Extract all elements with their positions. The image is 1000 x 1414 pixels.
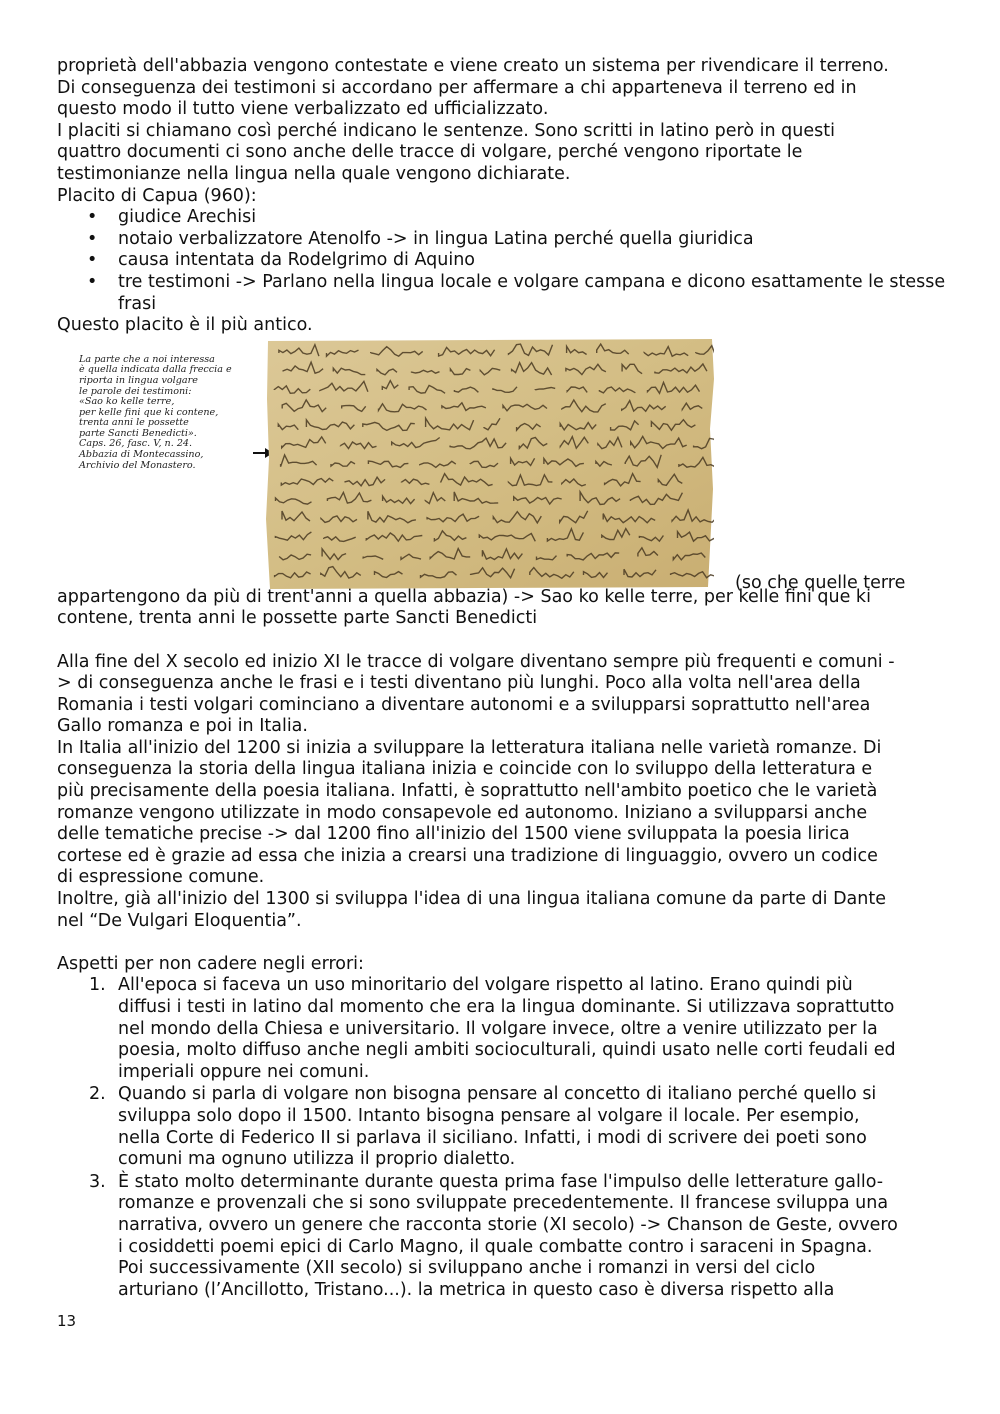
aspect-item [57,1084,947,1170]
caption-line: Abbazia di Montecassino, [79,449,204,461]
text-line: appartengono da più di trent'anni a quella abbazia) -> Sao ko kelle terre, per kelle fini que ki [57,586,871,607]
placito-bullet-list [57,207,947,315]
text-line: All'epoca si faceva un uso minoritario del volgare rispetto al latino. Erano quindi più [118,975,853,996]
aspect-item [57,975,947,1083]
text-line: imperiali oppure nei comuni. [118,1061,370,1082]
caption-line: trenta anni le possette [79,417,189,429]
text-line: I placiti si chiamano così perché indicano le sentenze. Sono scritti in latino però in questi [57,120,835,141]
text-line: nella Corte di Federico II si parlava il siciliano. Infatti, i modi di scrivere dei poeti sono [118,1127,867,1148]
page-number: 13 [57,1312,77,1330]
text-line: Alla fine del X secolo ed inizio XI le tracce di volgare diventano sempre più frequenti e comuni - [57,651,895,672]
aspects-list [57,975,947,1301]
text-line: quattro documenti ci sono anche delle tracce di volgare, perché vengono riportate le [57,142,803,163]
caption-line: per kelle fini que ki contene, [79,406,219,418]
caption-line: Archivio del Monastero. [79,459,196,471]
aspect-number: 3. [89,1171,106,1192]
bullet-item: • tre testimoni -> Parlano nella lingua locale e volgare campana e dicono esattamente le stesse frasi [57,272,947,315]
intro-paragraph [57,56,947,207]
bullet-item: • notaio verbalizzatore Atenolfo -> in lingua Latina perché quella giuridica [57,229,947,251]
text-line: testimonianze nella lingua nella quale vengono dichiarate. [57,163,571,184]
caption-line: «Sao ko kelle terre, [79,396,175,408]
text-line: È stato molto determinante durante questa prima fase l'impulso delle letterature gallo- [118,1171,884,1192]
text-line: cortese ed è grazie ad essa che inizia a crearsi una tradizione di linguaggio, ovvero un codice [57,845,878,866]
text-line: nel mondo della Chiesa e universitario. Il volgare invece, oltre a venire utilizzato per la [118,1018,878,1039]
aspects-title: Aspetti per non cadere negli errori: [57,953,364,974]
text-line: proprietà dell'abbazia vengono contestate e viene creato un sistema per rivendicare il terreno. [57,56,889,76]
caption-line: è quella indicata dalla freccia e [79,364,232,376]
bullet-item: • causa intentata da Rodelgrimo di Aquino [57,250,947,272]
text-line: narrativa, ovvero un genere che racconta storie (XI secolo) -> Chanson de Geste, ovvero [118,1214,898,1235]
figure-caption [79,355,249,472]
bullet-item: • giudice Arechisi [57,207,947,229]
text-line: contene, trenta anni le possette parte Sancti Benedicti [57,608,538,629]
text-line: nel “De Vulgari Eloquentia”. [57,910,302,931]
manuscript-image [266,339,714,589]
text-line: questo modo il tutto viene verbalizzato ed ufficializzato. [57,99,549,120]
text-line: Quando si parla di volgare non bisogna pensare al concetto di italiano perché quello si [118,1084,877,1105]
caption-line: Caps. 26, fasc. V, n. 24. [79,438,193,450]
caption-line: riporta in lingua volgare [79,374,198,386]
text-line: delle tematiche precise -> dal 1200 fino all'inizio del 1500 viene sviluppata la poesia lirica [57,824,850,845]
text-line: > di conseguenza anche le frasi e i testi diventano più lunghi. Poco alla volta nell'area della [57,673,861,694]
translation-lead: (so che quelle terre [735,572,906,593]
text-line: Romania i testi volgari cominciano a diventare autonomi e a svilupparsi soprattutto nell'area [57,694,871,715]
text-line: di espressione comune. [57,867,265,888]
text-line: Poi successivamente (XII secolo) si sviluppano anche i romanzi in versi del ciclo [118,1258,816,1279]
text-line: più precisamente della poesia italiana. Infatti, è soprattutto nell'ambito poetico che le varietà [57,781,878,802]
caption-line: parte Sancti Benedicti». [79,427,197,439]
text-line: romanze vengono utilizzate in modo consapevole ed autonomo. Iniziano a svilupparsi anche [57,802,868,823]
text-line: conseguenza la storia della lingua italiana inizia e coincide con lo sviluppo della letteratura e [57,759,873,780]
text-line: In Italia all'inizio del 1200 si inizia a sviluppare la letteratura italiana nelle varietà romanze. Di [57,737,882,758]
text-line: arturiano (l’Ancillotto, Tristano...). la metrica in questo caso è diversa rispetto alla [118,1279,835,1300]
aspect-item [57,1172,947,1302]
text-line: Di conseguenza dei testimoni si accordano per affermare a chi apparteneva il terreno ed in [57,77,857,98]
caption-line: le parole dei testimoni: [79,385,192,397]
body-paragraph [57,652,947,933]
placito-figure [57,339,947,593]
text-line: sviluppa solo dopo il 1500. Intanto bisogna pensare al volgare il locale. Per esempio, [118,1105,860,1126]
caption-line: La parte che a noi interessa [79,353,215,365]
text-line: Gallo romanza e poi in Italia. [57,716,308,737]
aspect-number: 1. [89,975,106,996]
text-line: poesia, molto diffuso anche negli ambiti socioculturali, quindi usato nelle corti feudali ed [118,1040,896,1061]
text-line: i cosiddetti poemi epici di Carlo Magno, il quale combatte contro i saraceni in Spagna. [118,1236,873,1257]
document-page [57,56,947,1302]
placito-heading: Placito di Capua (960): [57,185,257,206]
text-line: diffusi i testi in latino dal momento che era la lingua dominante. Si utilizzava soprattutto [118,997,895,1017]
aspect-number: 2. [89,1084,106,1105]
oldest-placito-note: Questo placito è il più antico. [57,315,313,336]
text-line: Inoltre, già all'inizio del 1300 si sviluppa l'idea di una lingua italiana comune da parte di Dante [57,889,886,910]
text-line: comuni ma ognuno utilizza il proprio dialetto. [118,1149,516,1170]
text-line: romanze e provenzali che si sono sviluppate precedentemente. Il francese sviluppa una [118,1193,889,1214]
